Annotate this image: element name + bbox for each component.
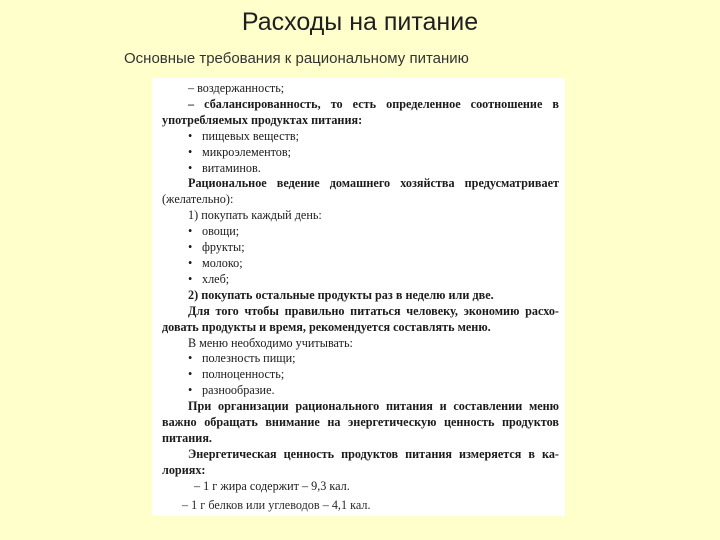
text-line: – сбалансированность, то есть определенное соотношение в (188, 96, 559, 111)
text-line: В меню необходимо учитывать: (188, 335, 353, 350)
bullet-item: • полноценность; (162, 367, 559, 383)
scanned-page-footer-line: – 1 г белков или углеводов – 4,1 кал. (152, 494, 565, 516)
bullet-item: • витаминов. (162, 161, 559, 177)
scanned-page (152, 78, 565, 516)
text-line: При организации рационального питания и составлении меню (188, 399, 559, 414)
text-line: лориях: (162, 462, 206, 477)
text-line: 1) покупать каждый день: (188, 208, 322, 223)
text-line: – воздержанность; (188, 81, 285, 95)
bullet-item: • пищевых веществ; (162, 129, 559, 145)
text-line: 2) покупать остальные продукты раз в неделю или две. (188, 287, 494, 302)
bullet-item: • разнообразие. (162, 383, 559, 399)
text-line: довать продукты и время, рекомендуется составлять меню. (162, 319, 491, 334)
text-line: употребляемых продуктах питания: (162, 112, 363, 127)
slide-subtitle: Основные требования к рациональному питанию (124, 50, 469, 67)
text-line: Энергетическая ценность продуктов питания измеряется в ка- (188, 446, 559, 461)
text-line: (желательно): (162, 192, 234, 207)
bullet-item: • полезность пищи; (162, 351, 559, 367)
text-line: питания. (162, 430, 212, 445)
bullet-item: • фрукты; (162, 240, 559, 256)
text-line: Для того чтобы правильно питаться человеку, экономию расхо- (188, 303, 559, 318)
bullet-item: • микроэлементов; (162, 145, 559, 161)
text-line: – 1 г жира содержит – 9,3 кал. (194, 478, 350, 493)
text-line: важно обращать внимание на энергетическую ценность продуктов (162, 415, 559, 430)
bullet-item: • молоко; (162, 256, 559, 272)
bullet-item: • овощи; (162, 224, 559, 240)
slide-title: Расходы на питание (241, 8, 479, 36)
bullet-item: • хлеб; (162, 272, 559, 288)
text-line: Рациональное ведение домашнего хозяйства предусматривает (188, 176, 559, 191)
